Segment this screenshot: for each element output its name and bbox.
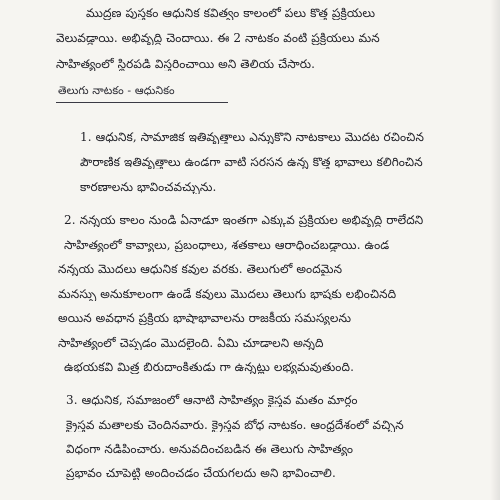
page-edge-shadow	[490, 0, 500, 500]
document-line-12: సాహిత్యంలో చెప్పడం మొదలైంది. ఏమి చూడాలని అన్నది	[58, 336, 324, 350]
document-line-11: అయిన అవధాన ప్రక్రియ భాషాభావాలను రాజకీయ సమస్యలను	[58, 311, 352, 325]
document-line-6: కారణాలను భావించవచ్చును.	[80, 180, 217, 194]
document-line-15: క్రైస్తవ మతాలకు చెందినవారు. క్రైస్తవ బోధ నాటకం. ఆంధ్రదేశంలో వచ్చిన	[66, 418, 404, 432]
document-line-16: విధంగా నడిపించారు. అనువదించబడిన ఈ తెలుగు సాహిత్యం	[66, 442, 354, 456]
document-line-7: 2. నన్నయ కాలం నుండి ఏనాడూ ఇంతగా ఎక్కువ ప్రక్రియల అభివృద్ధి రాలేదని	[64, 213, 424, 227]
document-line-14: 3. ఆధునిక, సమాజంలో ఆనాటి సాహిత్యం కైస్తవ మతం మార్గం	[66, 393, 358, 407]
section-heading-underline	[56, 102, 228, 103]
document-line-17: ప్రభావం చూపెట్టి అందించడం చేయగలదు అని భావించాలి.	[66, 466, 336, 480]
document-line-4: 1. ఆధునిక, సామాజిక ఇతివృత్తాలు ఎన్నుకొని నాటకాలు మొదట రచించిన	[80, 130, 424, 144]
document-line-5: పౌరాణిక ఇతివృత్తాలు ఉండగా వాటి సరసన ఉన్న కొత్త భావాలు కలిగించిన	[80, 155, 423, 169]
document-line-10: మనస్సు అనుకూలంగా ఉండే కవులు మొదలు తెలుగు భాషకు లభించినది	[58, 287, 397, 301]
section-heading: తెలుగు నాటకం - ఆధునికం	[58, 84, 175, 97]
document-line-1: ముద్రణ పుస్తకం ఆధునిక కవిత్వం కాలంలో పలు కొత్త ప్రక్రియలు	[86, 6, 376, 20]
document-line-2: వెలువడ్డాయి. అభివృద్ధి చెందాయి. ఈ 2 నాటకం వంటి ప్రక్రియలు మన	[56, 31, 380, 45]
document-line-9: నన్నయ మొదలు ఆధునిక కవుల వరకు. తెలుగులో అందమైన	[58, 262, 343, 276]
document-line-13: ఉభయకవి మిత్ర బిరుదాంకితుడు గా ఉన్నట్లు లభ్యమవుతుంది.	[64, 360, 354, 374]
document-line-3: సాహిత్యంలో స్థిరపడి విస్తరించాయి అని తెలియ చేసారు.	[56, 57, 316, 71]
document-line-8: సాహిత్యంలో కావ్యాలు, ప్రబంధాలు, శతకాలు ఆరాధించబడ్డాయి. ఉండ	[64, 238, 390, 252]
